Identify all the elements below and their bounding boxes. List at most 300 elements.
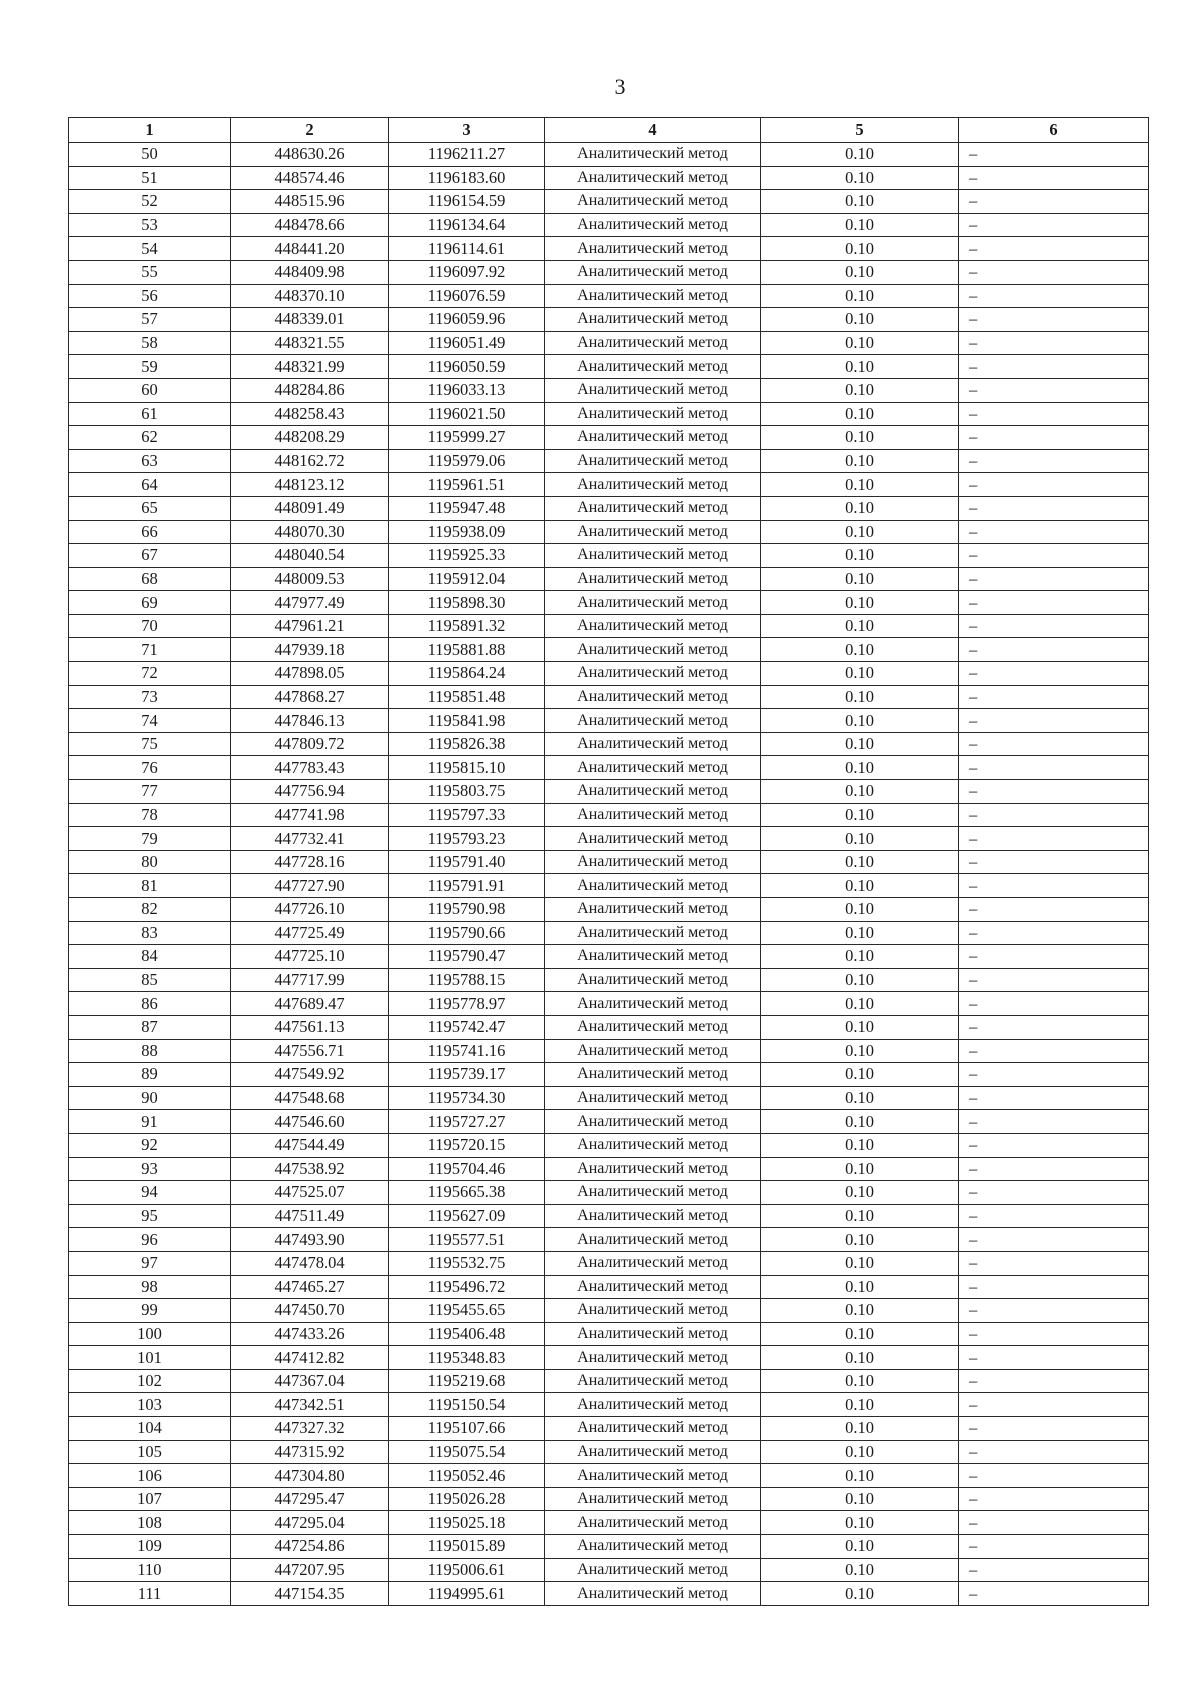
table-row [69, 213, 1149, 237]
table-row [69, 874, 1149, 898]
cell-accuracy: 0.10 [761, 190, 959, 214]
cell-note: – [959, 874, 1149, 898]
cell-x-coordinate: 447295.47 [231, 1487, 389, 1511]
cell-accuracy: 0.10 [761, 331, 959, 355]
cell-note: – [959, 1251, 1149, 1275]
table-row [69, 968, 1149, 992]
cell-point-number: 99 [69, 1299, 231, 1323]
table-row [69, 803, 1149, 827]
cell-method: Аналитический метод [545, 496, 761, 520]
cell-y-coordinate: 1196050.59 [389, 355, 545, 379]
cell-x-coordinate: 448284.86 [231, 378, 389, 402]
cell-y-coordinate: 1196076.59 [389, 284, 545, 308]
table-row [69, 921, 1149, 945]
cell-point-number: 105 [69, 1440, 231, 1464]
cell-method: Аналитический метод [545, 850, 761, 874]
table-row [69, 591, 1149, 615]
table-row [69, 1322, 1149, 1346]
cell-y-coordinate: 1196154.59 [389, 190, 545, 214]
cell-accuracy: 0.10 [761, 1487, 959, 1511]
table-row [69, 1251, 1149, 1275]
cell-x-coordinate: 447546.60 [231, 1110, 389, 1134]
cell-point-number: 72 [69, 662, 231, 686]
cell-note: – [959, 1393, 1149, 1417]
cell-y-coordinate: 1195979.06 [389, 449, 545, 473]
cell-x-coordinate: 447207.95 [231, 1558, 389, 1582]
cell-note: – [959, 685, 1149, 709]
cell-point-number: 84 [69, 945, 231, 969]
cell-method: Аналитический метод [545, 685, 761, 709]
cell-y-coordinate: 1195015.89 [389, 1535, 545, 1559]
cell-x-coordinate: 447961.21 [231, 614, 389, 638]
cell-note: – [959, 567, 1149, 591]
table-header [69, 118, 1149, 143]
cell-accuracy: 0.10 [761, 1015, 959, 1039]
cell-y-coordinate: 1195052.46 [389, 1464, 545, 1488]
cell-y-coordinate: 1195898.30 [389, 591, 545, 615]
cell-accuracy: 0.10 [761, 1039, 959, 1063]
cell-note: – [959, 143, 1149, 167]
cell-x-coordinate: 448409.98 [231, 260, 389, 284]
cell-note: – [959, 1086, 1149, 1110]
cell-accuracy: 0.10 [761, 1157, 959, 1181]
cell-method: Аналитический метод [545, 1299, 761, 1323]
cell-accuracy: 0.10 [761, 685, 959, 709]
cell-point-number: 52 [69, 190, 231, 214]
cell-method: Аналитический метод [545, 1582, 761, 1606]
cell-accuracy: 0.10 [761, 473, 959, 497]
cell-point-number: 59 [69, 355, 231, 379]
cell-point-number: 108 [69, 1511, 231, 1535]
cell-note: – [959, 1322, 1149, 1346]
cell-x-coordinate: 447433.26 [231, 1322, 389, 1346]
table-row [69, 1181, 1149, 1205]
cell-y-coordinate: 1195938.09 [389, 520, 545, 544]
cell-note: – [959, 1275, 1149, 1299]
table-row [69, 473, 1149, 497]
cell-accuracy: 0.10 [761, 260, 959, 284]
cell-method: Аналитический метод [545, 780, 761, 804]
cell-y-coordinate: 1195841.98 [389, 709, 545, 733]
cell-note: – [959, 237, 1149, 261]
table-row [69, 1063, 1149, 1087]
table-row [69, 898, 1149, 922]
cell-y-coordinate: 1195797.33 [389, 803, 545, 827]
table-row [69, 1228, 1149, 1252]
cell-y-coordinate: 1195791.40 [389, 850, 545, 874]
cell-x-coordinate: 447717.99 [231, 968, 389, 992]
cell-method: Аналитический метод [545, 544, 761, 568]
cell-y-coordinate: 1195790.47 [389, 945, 545, 969]
cell-x-coordinate: 448162.72 [231, 449, 389, 473]
table-row [69, 1464, 1149, 1488]
cell-accuracy: 0.10 [761, 921, 959, 945]
cell-point-number: 77 [69, 780, 231, 804]
header-cell-accuracy: 5 [761, 118, 959, 143]
cell-point-number: 82 [69, 898, 231, 922]
table-row [69, 237, 1149, 261]
cell-x-coordinate: 448515.96 [231, 190, 389, 214]
cell-y-coordinate: 1195791.91 [389, 874, 545, 898]
cell-note: – [959, 1464, 1149, 1488]
cell-method: Аналитический метод [545, 1369, 761, 1393]
cell-accuracy: 0.10 [761, 968, 959, 992]
cell-x-coordinate: 447726.10 [231, 898, 389, 922]
cell-y-coordinate: 1195665.38 [389, 1181, 545, 1205]
table-row [69, 1204, 1149, 1228]
cell-note: – [959, 1369, 1149, 1393]
cell-y-coordinate: 1195406.48 [389, 1322, 545, 1346]
cell-note: – [959, 1133, 1149, 1157]
cell-accuracy: 0.10 [761, 1346, 959, 1370]
table-row [69, 638, 1149, 662]
cell-y-coordinate: 1195026.28 [389, 1487, 545, 1511]
cell-x-coordinate: 447412.82 [231, 1346, 389, 1370]
cell-x-coordinate: 447556.71 [231, 1039, 389, 1063]
cell-y-coordinate: 1195925.33 [389, 544, 545, 568]
cell-method: Аналитический метод [545, 709, 761, 733]
cell-x-coordinate: 447732.41 [231, 827, 389, 851]
cell-method: Аналитический метод [545, 331, 761, 355]
cell-accuracy: 0.10 [761, 1511, 959, 1535]
cell-note: – [959, 284, 1149, 308]
table-row [69, 449, 1149, 473]
cell-accuracy: 0.10 [761, 662, 959, 686]
cell-accuracy: 0.10 [761, 827, 959, 851]
cell-note: – [959, 544, 1149, 568]
cell-point-number: 53 [69, 213, 231, 237]
cell-y-coordinate: 1195734.30 [389, 1086, 545, 1110]
header-cell-point-number: 1 [69, 118, 231, 143]
cell-accuracy: 0.10 [761, 1086, 959, 1110]
cell-point-number: 54 [69, 237, 231, 261]
table-row [69, 143, 1149, 167]
cell-method: Аналитический метод [545, 827, 761, 851]
cell-point-number: 87 [69, 1015, 231, 1039]
cell-x-coordinate: 447154.35 [231, 1582, 389, 1606]
cell-point-number: 74 [69, 709, 231, 733]
cell-method: Аналитический метод [545, 1204, 761, 1228]
table-row [69, 1535, 1149, 1559]
cell-x-coordinate: 447549.92 [231, 1063, 389, 1087]
table-row [69, 1369, 1149, 1393]
cell-note: – [959, 473, 1149, 497]
table-row [69, 1275, 1149, 1299]
cell-y-coordinate: 1195348.83 [389, 1346, 545, 1370]
table-row [69, 1511, 1149, 1535]
cell-point-number: 107 [69, 1487, 231, 1511]
cell-x-coordinate: 447898.05 [231, 662, 389, 686]
cell-point-number: 81 [69, 874, 231, 898]
cell-method: Аналитический метод [545, 449, 761, 473]
cell-note: – [959, 968, 1149, 992]
cell-accuracy: 0.10 [761, 1369, 959, 1393]
cell-method: Аналитический метод [545, 1393, 761, 1417]
cell-point-number: 50 [69, 143, 231, 167]
cell-method: Аналитический метод [545, 874, 761, 898]
cell-accuracy: 0.10 [761, 1181, 959, 1205]
cell-y-coordinate: 1196051.49 [389, 331, 545, 355]
cell-x-coordinate: 447727.90 [231, 874, 389, 898]
cell-point-number: 89 [69, 1063, 231, 1087]
cell-method: Аналитический метод [545, 968, 761, 992]
cell-note: – [959, 1440, 1149, 1464]
cell-y-coordinate: 1195793.23 [389, 827, 545, 851]
cell-point-number: 94 [69, 1181, 231, 1205]
cell-method: Аналитический метод [545, 166, 761, 190]
cell-accuracy: 0.10 [761, 449, 959, 473]
cell-y-coordinate: 1195219.68 [389, 1369, 545, 1393]
cell-accuracy: 0.10 [761, 426, 959, 450]
cell-x-coordinate: 447525.07 [231, 1181, 389, 1205]
cell-point-number: 66 [69, 520, 231, 544]
cell-point-number: 83 [69, 921, 231, 945]
cell-note: – [959, 732, 1149, 756]
cell-y-coordinate: 1195961.51 [389, 473, 545, 497]
cell-accuracy: 0.10 [761, 520, 959, 544]
cell-note: – [959, 496, 1149, 520]
cell-point-number: 102 [69, 1369, 231, 1393]
table-row [69, 685, 1149, 709]
cell-note: – [959, 614, 1149, 638]
cell-method: Аналитический метод [545, 1157, 761, 1181]
table-row [69, 1487, 1149, 1511]
cell-x-coordinate: 447561.13 [231, 1015, 389, 1039]
cell-accuracy: 0.10 [761, 591, 959, 615]
cell-method: Аналитический метод [545, 378, 761, 402]
cell-y-coordinate: 1195891.32 [389, 614, 545, 638]
cell-y-coordinate: 1195826.38 [389, 732, 545, 756]
cell-point-number: 78 [69, 803, 231, 827]
cell-method: Аналитический метод [545, 260, 761, 284]
cell-accuracy: 0.10 [761, 1133, 959, 1157]
table-row [69, 780, 1149, 804]
cell-y-coordinate: 1196021.50 [389, 402, 545, 426]
cell-x-coordinate: 448321.55 [231, 331, 389, 355]
table-row [69, 378, 1149, 402]
cell-point-number: 65 [69, 496, 231, 520]
cell-point-number: 90 [69, 1086, 231, 1110]
cell-note: – [959, 213, 1149, 237]
cell-point-number: 56 [69, 284, 231, 308]
cell-y-coordinate: 1195025.18 [389, 1511, 545, 1535]
cell-method: Аналитический метод [545, 355, 761, 379]
cell-y-coordinate: 1195881.88 [389, 638, 545, 662]
cell-x-coordinate: 447939.18 [231, 638, 389, 662]
cell-x-coordinate: 448123.12 [231, 473, 389, 497]
cell-point-number: 55 [69, 260, 231, 284]
cell-note: – [959, 1063, 1149, 1087]
cell-point-number: 76 [69, 756, 231, 780]
cell-y-coordinate: 1196211.27 [389, 143, 545, 167]
table-row [69, 1299, 1149, 1323]
cell-point-number: 104 [69, 1417, 231, 1441]
cell-note: – [959, 1511, 1149, 1535]
cell-note: – [959, 426, 1149, 450]
cell-method: Аналитический метод [545, 190, 761, 214]
cell-x-coordinate: 447450.70 [231, 1299, 389, 1323]
cell-note: – [959, 520, 1149, 544]
cell-accuracy: 0.10 [761, 1299, 959, 1323]
table-body [69, 143, 1149, 1606]
table-row [69, 1133, 1149, 1157]
cell-method: Аналитический метод [545, 662, 761, 686]
cell-x-coordinate: 447809.72 [231, 732, 389, 756]
cell-x-coordinate: 448091.49 [231, 496, 389, 520]
cell-method: Аналитический метод [545, 143, 761, 167]
cell-x-coordinate: 447725.10 [231, 945, 389, 969]
cell-note: – [959, 1110, 1149, 1134]
cell-y-coordinate: 1196033.13 [389, 378, 545, 402]
cell-x-coordinate: 447511.49 [231, 1204, 389, 1228]
cell-note: – [959, 780, 1149, 804]
cell-note: – [959, 1228, 1149, 1252]
cell-point-number: 57 [69, 308, 231, 332]
cell-note: – [959, 1487, 1149, 1511]
cell-point-number: 97 [69, 1251, 231, 1275]
cell-method: Аналитический метод [545, 1440, 761, 1464]
cell-x-coordinate: 447493.90 [231, 1228, 389, 1252]
cell-point-number: 68 [69, 567, 231, 591]
cell-y-coordinate: 1195496.72 [389, 1275, 545, 1299]
table-row [69, 1157, 1149, 1181]
cell-method: Аналитический метод [545, 567, 761, 591]
cell-accuracy: 0.10 [761, 1393, 959, 1417]
cell-method: Аналитический метод [545, 1039, 761, 1063]
cell-accuracy: 0.10 [761, 1558, 959, 1582]
cell-note: – [959, 402, 1149, 426]
cell-method: Аналитический метод [545, 756, 761, 780]
cell-method: Аналитический метод [545, 1558, 761, 1582]
cell-y-coordinate: 1195739.17 [389, 1063, 545, 1087]
cell-accuracy: 0.10 [761, 378, 959, 402]
cell-method: Аналитический метод [545, 803, 761, 827]
cell-accuracy: 0.10 [761, 1228, 959, 1252]
table-row [69, 544, 1149, 568]
cell-x-coordinate: 447846.13 [231, 709, 389, 733]
cell-y-coordinate: 1195788.15 [389, 968, 545, 992]
cell-x-coordinate: 448258.43 [231, 402, 389, 426]
cell-accuracy: 0.10 [761, 1440, 959, 1464]
cell-y-coordinate: 1195627.09 [389, 1204, 545, 1228]
cell-accuracy: 0.10 [761, 803, 959, 827]
header-cell-note: 6 [959, 118, 1149, 143]
cell-point-number: 103 [69, 1393, 231, 1417]
table-row [69, 355, 1149, 379]
table-row [69, 1440, 1149, 1464]
cell-accuracy: 0.10 [761, 874, 959, 898]
cell-x-coordinate: 447315.92 [231, 1440, 389, 1464]
cell-method: Аналитический метод [545, 402, 761, 426]
cell-point-number: 67 [69, 544, 231, 568]
cell-y-coordinate: 1195790.66 [389, 921, 545, 945]
cell-y-coordinate: 1195815.10 [389, 756, 545, 780]
table-row [69, 520, 1149, 544]
table-row [69, 1393, 1149, 1417]
cell-method: Аналитический метод [545, 1015, 761, 1039]
cell-x-coordinate: 448574.46 [231, 166, 389, 190]
cell-accuracy: 0.10 [761, 898, 959, 922]
cell-point-number: 91 [69, 1110, 231, 1134]
cell-accuracy: 0.10 [761, 1535, 959, 1559]
table-row [69, 190, 1149, 214]
cell-accuracy: 0.10 [761, 166, 959, 190]
cell-y-coordinate: 1195778.97 [389, 992, 545, 1016]
cell-x-coordinate: 448208.29 [231, 426, 389, 450]
cell-note: – [959, 921, 1149, 945]
cell-note: – [959, 1157, 1149, 1181]
table-row [69, 496, 1149, 520]
cell-point-number: 95 [69, 1204, 231, 1228]
cell-method: Аналитический метод [545, 732, 761, 756]
cell-note: – [959, 1204, 1149, 1228]
cell-point-number: 58 [69, 331, 231, 355]
cell-accuracy: 0.10 [761, 732, 959, 756]
cell-accuracy: 0.10 [761, 1275, 959, 1299]
cell-point-number: 69 [69, 591, 231, 615]
cell-accuracy: 0.10 [761, 213, 959, 237]
cell-accuracy: 0.10 [761, 1322, 959, 1346]
cell-method: Аналитический метод [545, 1133, 761, 1157]
table-row [69, 1582, 1149, 1606]
cell-x-coordinate: 447728.16 [231, 850, 389, 874]
cell-accuracy: 0.10 [761, 402, 959, 426]
cell-method: Аналитический метод [545, 1228, 761, 1252]
cell-y-coordinate: 1195864.24 [389, 662, 545, 686]
cell-accuracy: 0.10 [761, 992, 959, 1016]
cell-note: – [959, 662, 1149, 686]
cell-y-coordinate: 1195107.66 [389, 1417, 545, 1441]
page-number: 3 [614, 74, 626, 99]
cell-x-coordinate: 448441.20 [231, 237, 389, 261]
table-row [69, 166, 1149, 190]
cell-y-coordinate: 1195999.27 [389, 426, 545, 450]
cell-note: – [959, 992, 1149, 1016]
cell-y-coordinate: 1195075.54 [389, 1440, 545, 1464]
cell-note: – [959, 449, 1149, 473]
cell-note: – [959, 1015, 1149, 1039]
cell-method: Аналитический метод [545, 1511, 761, 1535]
header-row [69, 118, 1149, 143]
cell-accuracy: 0.10 [761, 638, 959, 662]
cell-accuracy: 0.10 [761, 709, 959, 733]
cell-point-number: 80 [69, 850, 231, 874]
cell-point-number: 73 [69, 685, 231, 709]
cell-x-coordinate: 447295.04 [231, 1511, 389, 1535]
cell-x-coordinate: 447725.49 [231, 921, 389, 945]
cell-accuracy: 0.10 [761, 567, 959, 591]
cell-x-coordinate: 447741.98 [231, 803, 389, 827]
cell-method: Аналитический метод [545, 898, 761, 922]
cell-method: Аналитический метод [545, 1110, 761, 1134]
cell-note: – [959, 1039, 1149, 1063]
cell-accuracy: 0.10 [761, 614, 959, 638]
cell-accuracy: 0.10 [761, 355, 959, 379]
cell-point-number: 71 [69, 638, 231, 662]
cell-point-number: 111 [69, 1582, 231, 1606]
cell-accuracy: 0.10 [761, 756, 959, 780]
cell-method: Аналитический метод [545, 1275, 761, 1299]
table-row [69, 827, 1149, 851]
cell-method: Аналитический метод [545, 308, 761, 332]
cell-y-coordinate: 1195947.48 [389, 496, 545, 520]
cell-accuracy: 0.10 [761, 850, 959, 874]
cell-y-coordinate: 1195150.54 [389, 1393, 545, 1417]
table-row [69, 284, 1149, 308]
cell-y-coordinate: 1195741.16 [389, 1039, 545, 1063]
cell-x-coordinate: 447977.49 [231, 591, 389, 615]
cell-note: – [959, 591, 1149, 615]
